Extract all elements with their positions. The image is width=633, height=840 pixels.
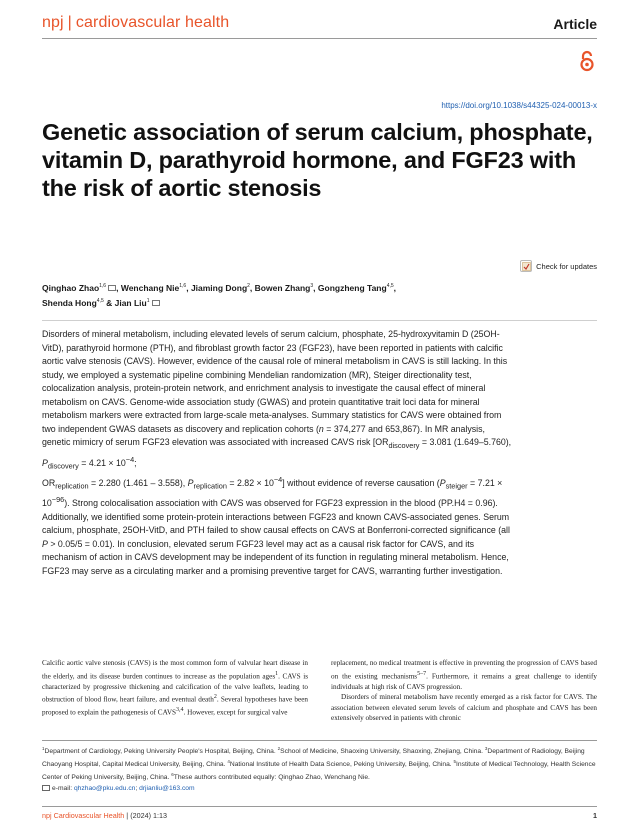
abstract-text: ). Strong colocalisation association with CAVS was observed for FGF23 expression in the blood (PP.H4 = 0.96). Additionally, we identified some protein-protein interactions between FGF23 and known CAVS-associated genes. Serum calcium, phosphate, 25OH-VitD, and PTH failed to show causal effects on CAVS at Bonferroni-corrected significance (all <box>42 498 510 536</box>
affiliation-text: National Institute of Health Data Science, Peking University, Beijing, China. <box>229 761 454 769</box>
journal-divider: | <box>67 14 72 31</box>
author-affiliation: 1,6 <box>99 283 107 289</box>
citation-ref[interactable]: 3,4 <box>176 707 184 714</box>
check-updates-label: Check for updates <box>536 261 597 271</box>
abstract-text: ] without evidence of reverse causation ( <box>282 477 440 488</box>
header-divider <box>42 38 597 39</box>
abstract-superscript: −4 <box>125 454 135 464</box>
affiliation-text: Institute of Medical Technology, Health Science Center of Peking University, Beijing, China. <box>42 761 596 782</box>
abstract-subscript: steiger <box>445 481 468 491</box>
author-separator: , <box>313 282 318 293</box>
abstract-text: = 374,277 and 653,867). In MR analysis, genetic mimicry of serum FGF23 elevation was associated with increased CAVS risk [OR <box>42 423 485 448</box>
author-name[interactable]: Jian Liu <box>114 297 147 308</box>
affiliation-text: Department of Radiology, Beijing Chaoyang Hospital, Capital Medical University, Beijing, China. <box>42 748 585 769</box>
page-number: 1 <box>593 811 597 820</box>
footer-citation <box>42 811 167 820</box>
affiliation-text: School of Medicine, Shaoxing University, Shaoxing, Zhejiang, China. <box>280 748 485 756</box>
footnote-divider <box>42 740 597 741</box>
body-text-span: . However, except for surgical valve <box>183 708 288 717</box>
affiliation-marker: 3 <box>484 746 488 751</box>
article-type: Article <box>553 16 597 32</box>
abstract-superscript: −96 <box>51 495 65 505</box>
author-affiliation: 1,6 <box>179 283 187 289</box>
author-name[interactable]: Jiaming Dong <box>190 282 248 293</box>
doi-link[interactable]: https://doi.org/10.1038/s44325-024-00013-x <box>441 101 597 110</box>
affiliation-marker: 4 <box>227 759 230 765</box>
author-name[interactable]: Qinghao Zhao <box>42 282 100 293</box>
affiliation-marker: 2 <box>277 746 281 751</box>
author-separator: , <box>186 282 191 293</box>
body-paragraph <box>331 692 597 724</box>
journal-title[interactable] <box>42 14 229 32</box>
email-link[interactable]: drjianliu@163.com <box>139 784 195 792</box>
abstract-text: > 0.05/5 = 0.01). In conclusion, elevated serum FGF23 level may act as a causal risk factor for CAVS, and its mechanism of action in CAVS development may be independent of its function in regulating mineral metabolism. Hence, FGF23 may serve as a circulating marker and a promising preventive target for CAVS, warranting further investigation. <box>42 538 509 576</box>
check-for-updates-button[interactable] <box>520 260 597 272</box>
affiliation-marker: 6 <box>171 772 174 778</box>
abstract-subscript: replication <box>55 481 89 491</box>
abstract <box>42 328 512 578</box>
author-name[interactable]: Shenda Hong <box>42 297 97 308</box>
author-name[interactable]: Gongzheng Tang <box>317 282 387 293</box>
body-column-right <box>331 658 597 724</box>
body-text-span: Disorders of mineral metabolism have recently emerged as a risk factor for CAVS. The association between elevated serum levels of calcium and phosphate and CAVS has been extensively observed in patients with chronic <box>331 693 597 723</box>
body-text-span: Calcific aortic valve stenosis (CAVS) is the most common form of valvular heart disease in the elderly, and its disease burden continues to increase as the population ages <box>42 659 308 680</box>
email-icon <box>42 785 50 791</box>
abstract-text: P <box>187 477 194 488</box>
email-icon[interactable] <box>108 285 116 291</box>
abstract-text: P <box>42 538 48 549</box>
citation-ref[interactable]: 1 <box>275 670 279 677</box>
abstract-text: = 2.280 (1.461 – 3.558), <box>88 477 188 488</box>
abstract-subscript: replication <box>193 481 227 491</box>
abstract-subscript: discovery <box>47 461 79 471</box>
citation-ref[interactable]: 2 <box>213 694 217 701</box>
abstract-text: ; <box>134 457 137 468</box>
affiliation-marker: 5 <box>453 759 457 765</box>
email-label: e-mail: <box>52 784 74 792</box>
body-column-left <box>42 658 308 724</box>
journal-name: cardiovascular health <box>75 14 230 31</box>
footer-divider-text: | <box>124 811 131 820</box>
email-icon[interactable] <box>152 300 160 306</box>
abstract-subscript: discovery <box>388 441 420 451</box>
body-text-span: . Furthermore, it remains a great challenge to identify individuals at high risk of CAVS progression. <box>331 671 597 691</box>
abstract-text: OR <box>42 477 56 488</box>
body-paragraph <box>42 658 308 718</box>
author-affiliation: 4,5 <box>96 297 104 304</box>
article-title: Genetic association of serum calcium, phosphate, vitamin D, parathyroid hormone, and FGF23 with the risk of aortic stenosis <box>42 119 593 201</box>
email-link[interactable]: qhzhao@pku.edu.cn <box>73 784 136 792</box>
abstract-text: P <box>42 457 48 468</box>
email-separator: ; <box>135 784 140 792</box>
author-separator: , <box>393 282 397 293</box>
author-list <box>42 280 462 310</box>
abstract-text: = 7.21 × 10 <box>42 477 503 509</box>
author-separator: , <box>249 282 255 293</box>
open-access-icon[interactable] <box>579 50 595 72</box>
body-paragraph <box>331 658 597 692</box>
abstract-text: Disorders of mineral metabolism, including elevated levels of serum calcium, phosphate, 25-hydroxyvitamin D (25OH-VitD), parathyroid hormone (PTH), and fibroblast growth factor 23 (FGF23), have been reported in patients with calcific aortic valve stenosis (CAVS). However, evidence of the causal role of mineral metabolism in CAVS is still lacking. In this study, we employed a systematic pipeline combining Mendelian randomization (MR), Steiger directionality test, colocalization analysis, protein-protein network, and enrichment analysis to investigate the causal effect of mineral metabolism on CAVS. Genome-wide association study (GWAS) and protein quantitative trait loci data for mineral metabolism markers were extracted from large-scale meta-analyses. Summary statistics for CAVS were obtained from two independent GWAS datasets as discovery and replication cohorts ( <box>42 329 508 434</box>
author-affiliation: 2 <box>247 283 250 289</box>
abstract-superscript: −4 <box>273 474 283 484</box>
abstract-text: n <box>318 423 324 434</box>
footer-divider <box>42 806 597 807</box>
affiliation-text: These authors contributed equally: Qinghao Zhao, Wenchang Nie. <box>173 774 370 782</box>
body-text-span: . Several hypotheses have been proposed to explain the pathogenesis of CAVS <box>42 695 308 717</box>
author-affiliation: 1 <box>146 297 150 304</box>
affiliation-text: Department of Cardiology, Peking University People's Hospital, Beijing, China. <box>44 748 278 756</box>
abstract-text: = 4.21 × 10 <box>78 457 126 468</box>
journal-header <box>42 14 597 40</box>
body-text-span: replacement, no medical treatment is effective in preventing the progression of CAVS based on the existing mechanisms <box>331 659 597 680</box>
footer-journal: npj Cardiovascular Health <box>42 811 125 820</box>
abstract-text: = 2.82 × 10 <box>226 477 274 488</box>
body-text-span: . CAVS is characterized by progressive thickening and calcification of the valve leaflets, leading to obstruction of blood flow, heart failure, and eventual death <box>42 671 308 704</box>
abstract-paragraph <box>42 328 512 578</box>
affiliation-marker: 1 <box>42 746 45 751</box>
journal-prefix: npj <box>42 14 64 31</box>
author-name[interactable]: Bowen Zhang <box>254 282 311 293</box>
footer-volume: (2024) 1:13 <box>130 811 167 820</box>
abstract-divider <box>42 320 597 321</box>
abstract-text: P <box>439 477 446 488</box>
author-separator: & <box>103 297 115 308</box>
affiliations <box>42 744 597 794</box>
author-affiliation: 4,5 <box>386 283 394 289</box>
check-updates-icon <box>520 260 532 272</box>
body-text <box>42 658 597 724</box>
citation-ref[interactable]: 5–7 <box>417 670 427 677</box>
author-name[interactable]: Wenchang Nie <box>120 282 180 293</box>
author-affiliation: 3 <box>310 283 314 289</box>
author-separator: , <box>116 282 121 293</box>
abstract-text: = 3.081 (1.649–5.760), <box>419 437 512 448</box>
